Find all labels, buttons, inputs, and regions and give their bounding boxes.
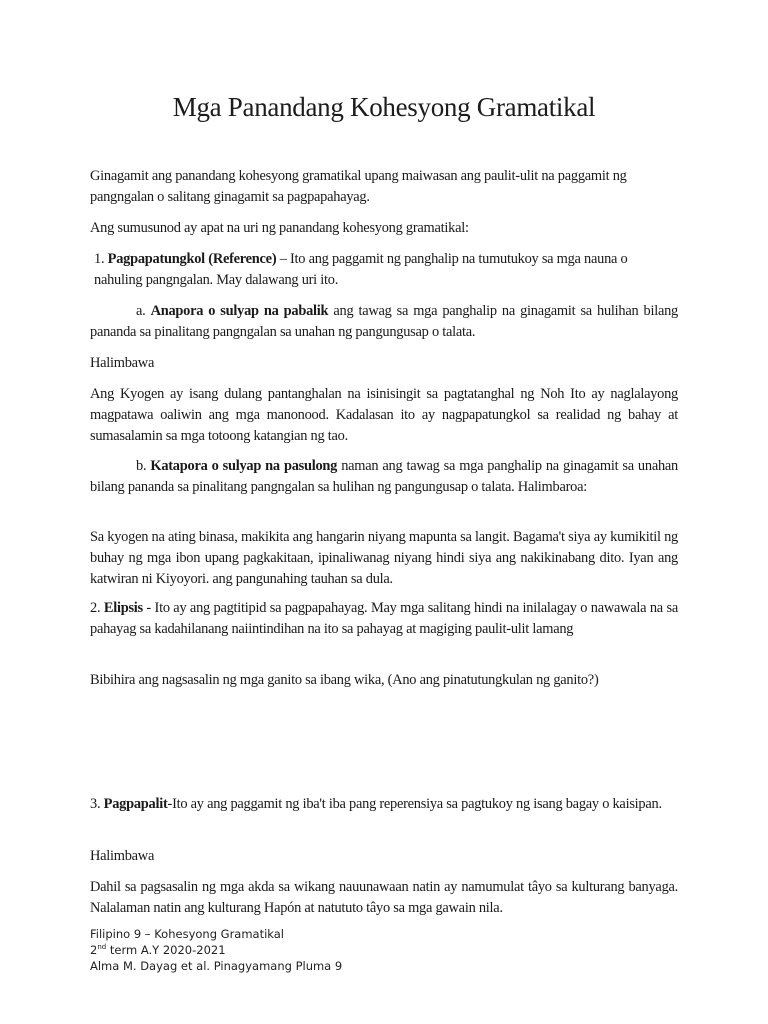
footer-term-suffix: nd	[97, 943, 107, 952]
item-3-term: Pagpapalit	[103, 796, 168, 812]
item-1-text: – Ito ang paggamit ng panghalip na tumutukoy sa mga nauna o nahuling pangngalan. May dalawang uri ito.	[94, 251, 628, 288]
item-1-term: Pagpapatungkol (Reference)	[107, 251, 277, 267]
intro-list-paragraph: Ang sumusunod ay apat na uri ng panandang kohesyong gramatikal:	[90, 220, 469, 236]
item-1a-text: ang tawag sa mga panghalip na ginagamit sa hulihan bilang pananda sa pinalitang pangngalan sa unahan ng pangungusap o talata.	[90, 303, 678, 340]
item-2-paragraph	[90, 598, 678, 640]
item-1a-paragraph	[90, 301, 678, 343]
example-1-paragraph: Ang Kyogen ay isang dulang pantanghalan na isinisingit sa pagtatanghal ng Noh Ito ay naglalayong magpatawa oaliwin ang mga manonood. Kadalasan ito ay nagpapatungkol sa realidad ng bahay at sumasalamin sa mga totoong katangian ng tao.	[90, 386, 678, 444]
item-2-term: Elipsis	[100, 600, 143, 616]
example-3-paragraph: Bibihira ang nagsasalin ng mga ganito sa ibang wika, (Ano ang pinatutungkulan ng ganito?)	[90, 672, 599, 688]
item-3-number: 3.	[90, 796, 101, 812]
item-1-number: 1.	[94, 251, 105, 267]
item-1b-text: naman ang tawag sa mga panghalip na ginagamit sa unahan bilang pananda sa pinalitang pangngalan sa hulihan ng pangungusap o talata. Halimbaroa:	[90, 458, 678, 495]
item-1a-term: Anapora o sulyap na pabalik	[150, 303, 329, 319]
example-4-paragraph: Dahil sa pagsasalin ng mga akda sa wikang nauunawaan natin ay namumulat tâyo sa kulturang banyaga. Nalalaman natin ang kulturang Hapón at natututo tâyo sa mga gawain nila.	[90, 879, 678, 916]
footer-term-number: 2	[90, 943, 98, 957]
footer-line-3: Alma M. Dayag et al. Pinagyamang Pluma 9	[90, 959, 343, 973]
item-3-paragraph	[90, 794, 678, 815]
item-1b-term: Katapora o sulyap na pasulong	[150, 458, 338, 474]
item-2-number: 2.	[90, 600, 101, 616]
item-1a-label: a.	[136, 303, 146, 319]
item-1-paragraph	[90, 249, 678, 291]
halimbawa-label-2: Halimbawa	[90, 848, 155, 864]
footer-term-text: term A.Y 2020-2021	[106, 943, 226, 957]
item-1b-label: b.	[136, 458, 147, 474]
document-footer	[90, 926, 342, 974]
footer-line-2	[90, 942, 342, 958]
intro-paragraph: Ginagamit ang panandang kohesyong gramatikal upang maiwasan ang paulit-ulit na paggamit ng pangngalan o salitang ginagamit sa pagpapahayag.	[90, 168, 627, 205]
item-3-text: -Ito ay ang paggamit ng iba't iba pang reperensiya sa pagtukoy ng isang bagay o kaisipan.	[167, 796, 662, 812]
page-title: Mga Panandang Kohesyong Gramatikal	[172, 92, 596, 122]
item-2-text: - Ito ay ang pagtitipid sa pagpapahayag. May mga salitang hindi na inilalagay o nawawala na sa pahayag sa kadahilanang naiintindihan na ito sa pahayag at magiging paulit-ulit lamang	[90, 600, 678, 637]
footer-line-1: Filipino 9 – Kohesyong Gramatikal	[90, 927, 285, 941]
example-2-paragraph: Sa kyogen na ating binasa, makikita ang hangarin niyang mapunta sa langit. Bagama't siya ay kumikitil ng buhay ng mga ibon upang pagkakitaan, ipinaliwanag niyang hindi siya ang nakikinabang dito. Iyan ang katwiran ni Kiyoyori. ang pangunahing tauhan sa dula.	[90, 529, 678, 587]
item-1b-paragraph	[90, 456, 678, 498]
halimbawa-label-1: Halimbawa	[90, 355, 155, 371]
